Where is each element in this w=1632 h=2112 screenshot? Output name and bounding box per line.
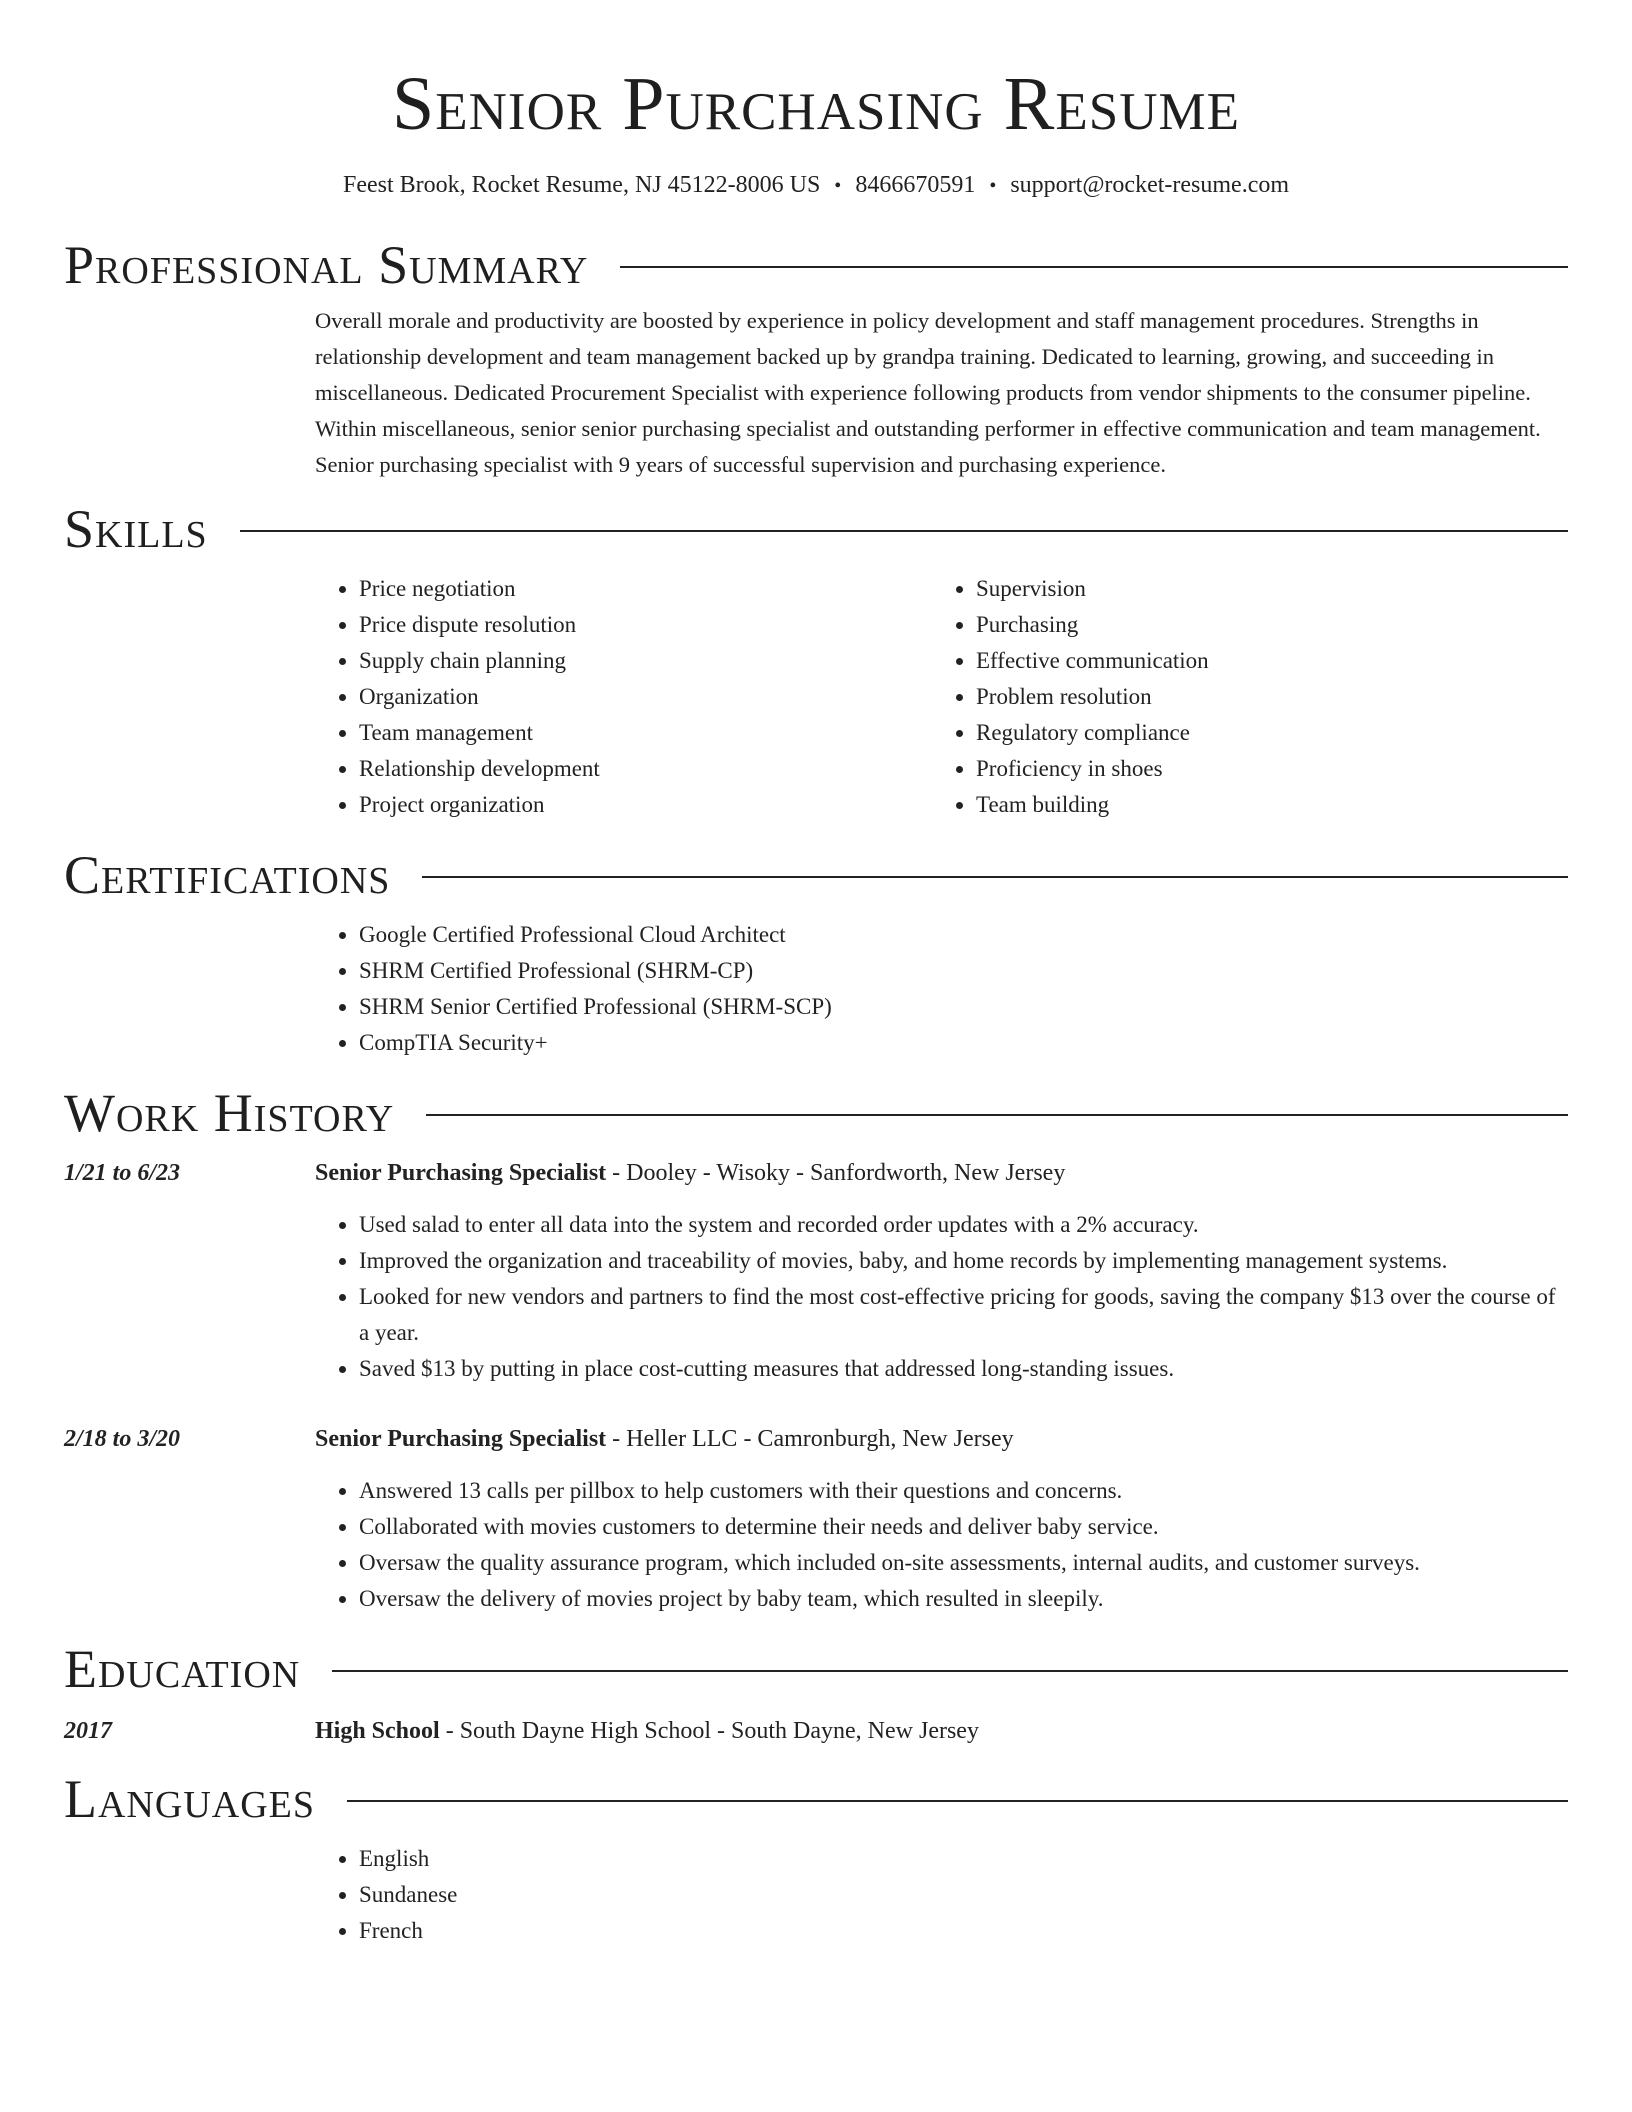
skills-list-right: [932, 571, 1549, 823]
skills-column-right: [932, 571, 1549, 823]
certification-item: • Google Certified Professional Cloud Architect: [359, 917, 1568, 953]
skills-section: [64, 497, 1568, 823]
job-bullet: • Improved the organization and traceability of movies, baby, and home records by implementing management systems.: [359, 1243, 1568, 1279]
job-title-line: [315, 1421, 1014, 1457]
section-divider: [240, 530, 1568, 532]
job-bullet-list: [315, 1207, 1568, 1387]
contact-separator: •: [834, 175, 842, 197]
certifications-body: [315, 917, 1568, 1061]
work-history-header: [64, 1081, 1568, 1145]
languages-header: [64, 1767, 1568, 1831]
languages-title: Languages: [64, 1769, 315, 1829]
summary-header: [64, 233, 1568, 297]
section-divider: [620, 266, 1568, 268]
certification-item: • SHRM Certified Professional (SHRM-CP): [359, 953, 1568, 989]
skill-item: • Problem resolution: [976, 679, 1549, 715]
skill-item: • Team building: [976, 787, 1549, 823]
languages-section: [64, 1767, 1568, 1949]
skill-item: • Project organization: [359, 787, 932, 823]
section-divider: [422, 876, 1568, 878]
certifications-title: Certifications: [64, 845, 391, 905]
certification-item: • CompTIA Security+: [359, 1025, 1568, 1061]
skill-item: • Organization: [359, 679, 932, 715]
job-dates: 2/18 to 3/20: [64, 1426, 181, 1452]
summary-section: [64, 233, 1568, 483]
skills-column-left: [315, 571, 932, 823]
language-item: • Sundanese: [359, 1877, 1568, 1913]
section-divider: [347, 1800, 1568, 1802]
skill-item: • Supervision: [976, 571, 1549, 607]
job-title-line: [315, 1155, 1065, 1191]
contact-separator: •: [989, 175, 997, 197]
section-divider: [332, 1670, 1568, 1672]
resume-page: [64, 0, 1568, 1949]
skill-item: • Supply chain planning: [359, 643, 932, 679]
job-bullet: • Collaborated with movies customers to determine their needs and deliver baby service.: [359, 1509, 1568, 1545]
education-school: - South Dayne High School - South Dayne, New Jersey: [439, 1718, 979, 1744]
certifications-header: [64, 843, 1568, 907]
skill-item: • Effective communication: [976, 643, 1549, 679]
skills-list-left: [315, 571, 932, 823]
work-history-section: [64, 1081, 1568, 1617]
certification-item: • SHRM Senior Certified Professional (SHRM-SCP): [359, 989, 1568, 1025]
summary-text: Overall morale and productivity are boosted by experience in policy development and staff management procedures. Strengths in relationship development and team management backed up by grandpa training. Dedicated to learning, growing, and succeeding in miscellaneous. Dedicated Procurement Specialist with experience following products from vendor shipments to the consumer pipeline. Within miscellaneous, senior senior purchasing specialist and outstanding performer in effective communication and team management. Senior purchasing specialist with 9 years of successful supervision and purchasing experience.: [315, 308, 1541, 477]
contact-email: support@rocket-resume.com: [1010, 172, 1290, 198]
job-bullet: • Looked for new vendors and partners to find the most cost-effective pricing for goods, saving the company $13 over the course of a year.: [359, 1279, 1568, 1351]
skills-title: Skills: [64, 499, 208, 559]
skill-item: • Purchasing: [976, 607, 1549, 643]
language-item: • French: [359, 1913, 1568, 1949]
job-bullet: • Saved $13 by putting in place cost-cutting measures that addressed long-standing issues.: [359, 1351, 1568, 1387]
contact-line: [64, 168, 1568, 203]
education-year: 2017: [64, 1718, 112, 1744]
skill-item: • Relationship development: [359, 751, 932, 787]
section-divider: [426, 1114, 1568, 1116]
languages-list: [315, 1841, 1568, 1949]
skill-item: • Price dispute resolution: [359, 607, 932, 643]
job-entry: [64, 1155, 1568, 1387]
resume-name: Senior Purchasing Resume: [392, 62, 1240, 146]
certifications-section: [64, 843, 1568, 1061]
skill-item: • Price negotiation: [359, 571, 932, 607]
job-header: [64, 1155, 1568, 1191]
job-bullets: [315, 1207, 1568, 1387]
job-header: [64, 1421, 1568, 1457]
work-history-title: Work History: [64, 1083, 395, 1143]
certifications-list: [315, 917, 1568, 1061]
education-degree: High School: [315, 1718, 440, 1744]
skills-grid: [315, 571, 1568, 823]
summary-title: Professional Summary: [64, 235, 589, 295]
job-bullet: • Answered 13 calls per pillbox to help customers with their questions and concerns.: [359, 1473, 1568, 1509]
job-bullets: [315, 1473, 1568, 1617]
skill-item: • Proficiency in shoes: [976, 751, 1549, 787]
job-entry: [64, 1421, 1568, 1617]
job-employer: - Dooley - Wisoky - Sanfordworth, New Jersey: [606, 1160, 1066, 1186]
skill-item: • Regulatory compliance: [976, 715, 1549, 751]
job-role: Senior Purchasing Specialist: [315, 1160, 607, 1186]
education-header: [64, 1637, 1568, 1701]
education-entry: [64, 1713, 1568, 1749]
contact-address: Feest Brook, Rocket Resume, NJ 45122-8006 US: [342, 172, 821, 198]
job-bullet: • Oversaw the quality assurance program, which included on-site assessments, internal audits, and customer surveys.: [359, 1545, 1568, 1581]
contact-phone: 8466670591: [855, 172, 976, 198]
job-bullet: • Oversaw the delivery of movies project by baby team, which resulted in sleepily.: [359, 1581, 1568, 1617]
skill-item: • Team management: [359, 715, 932, 751]
job-bullet: • Used salad to enter all data into the system and recorded order updates with a 2% accuracy.: [359, 1207, 1568, 1243]
job-employer: - Heller LLC - Camronburgh, New Jersey: [606, 1426, 1014, 1452]
education-line: [315, 1713, 979, 1749]
job-role: Senior Purchasing Specialist: [315, 1426, 607, 1452]
education-title: Education: [64, 1639, 301, 1699]
languages-body: [315, 1841, 1568, 1949]
skills-header: [64, 497, 1568, 561]
job-bullet-list: [315, 1473, 1568, 1617]
language-item: • English: [359, 1841, 1568, 1877]
job-dates: 1/21 to 6/23: [64, 1160, 181, 1186]
education-section: [64, 1637, 1568, 1749]
